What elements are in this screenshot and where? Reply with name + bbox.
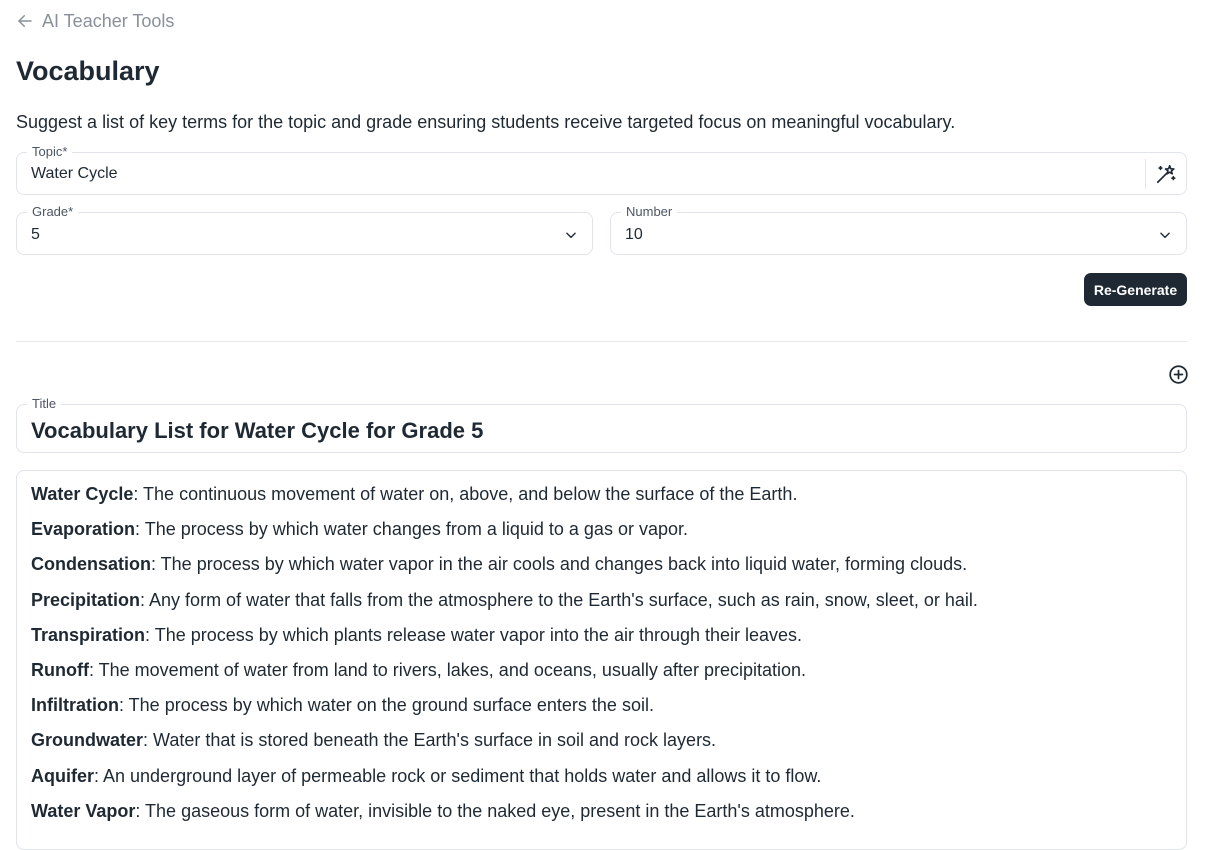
chevron-down-icon [1158,228,1172,242]
chevron-down-icon [564,228,578,242]
topic-label: Topic* [27,144,72,160]
divider [16,341,1187,342]
topic-input[interactable]: Water Cycle [31,165,118,182]
vocab-item [31,764,1186,799]
vocab-term: Evaporation [31,519,136,540]
vocab-item [31,658,1186,693]
vocab-item [31,623,1186,658]
vocab-term: Transpiration [31,624,146,645]
vocab-item [31,517,1186,552]
vocab-definition: : The continuous movement of water on, above, and below the surface of the Earth. [133,484,798,504]
arrow-left-icon [16,12,34,30]
vocab-term: Precipitation [31,589,141,610]
vocab-item [31,728,1186,763]
vocab-term: Infiltration [31,695,119,716]
back-link-label: AI Teacher Tools [42,10,175,31]
page-description: Suggest a list of key terms for the topic and grade ensuring students receive targeted focus on meaningful vocabulary. [16,112,956,132]
page-title: Vocabulary [16,56,160,86]
vocab-item [31,482,1186,517]
vocab-definition: : The process by which water changes from a liquid to a gas or vapor. [135,519,688,540]
title-field[interactable] [16,396,1187,453]
grade-value: 5 [31,226,40,243]
vocab-term: Aquifer [31,765,94,786]
grade-select[interactable] [16,204,593,255]
magic-wand-icon [1155,163,1177,185]
vocabulary-list[interactable] [16,470,1187,850]
vocab-definition: : The gaseous form of water, invisible to the naked eye, present in the Earth's atmosphere. [135,800,855,821]
title-input[interactable]: Vocabulary List for Water Cycle for Grade 5 [31,418,484,443]
vocab-item [31,588,1186,623]
title-label: Title [27,396,61,412]
vocab-item [31,799,1186,834]
vocab-term: Runoff [31,659,89,680]
magic-wand-button[interactable] [1145,159,1186,189]
vocab-definition: : An underground layer of permeable rock or sediment that holds water and allows it to flow. [94,765,822,786]
vocab-definition: : The process by which plants release water vapor into the air through their leaves. [145,624,803,645]
vocab-definition: : The process by which water on the ground surface enters the soil. [119,695,654,716]
topic-field[interactable] [16,144,1187,195]
vocab-item [31,552,1186,587]
plus-circle-icon[interactable] [1168,364,1189,385]
vocab-term: Groundwater [31,730,144,751]
vocab-term: Water Vapor [31,800,136,821]
number-label: Number [621,204,677,220]
regenerate-button[interactable]: Re-Generate [1084,273,1187,306]
vocab-definition: : Water that is stored beneath the Earth's surface in soil and rock layers. [143,730,717,751]
vocab-term: Condensation [31,554,151,575]
vocab-item [31,693,1186,728]
vocab-definition: : The movement of water from land to rivers, lakes, and oceans, usually after precipitation. [88,659,806,680]
grade-label: Grade* [27,204,78,220]
vocab-definition: : Any form of water that falls from the atmosphere to the Earth's surface, such as rain, snow, sleet, or hail. [140,589,978,610]
number-value: 10 [625,226,643,243]
vocab-definition: : The process by which water vapor in the air cools and changes back into liquid water, forming clouds. [151,554,968,575]
back-link[interactable] [16,9,174,33]
number-select[interactable] [610,204,1187,255]
vocab-term: Water Cycle [31,484,134,504]
